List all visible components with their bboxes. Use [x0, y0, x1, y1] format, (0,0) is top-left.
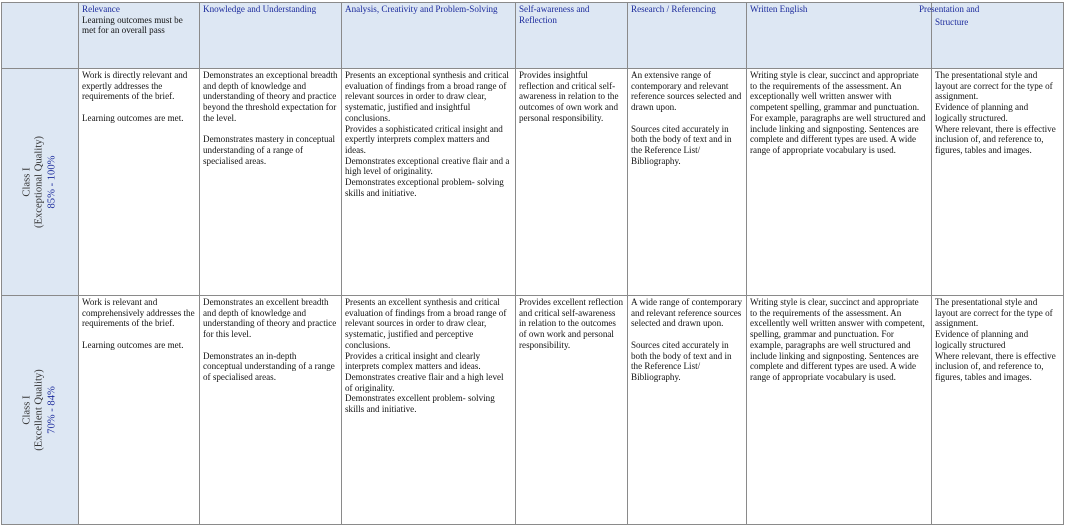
- grade-label: [21, 310, 58, 510]
- cell-research: [628, 69, 747, 296]
- cell-line: Demonstrates creative flair and a high level of originality.: [345, 371, 504, 393]
- header-knowledge: Knowledge and Understanding: [200, 3, 342, 69]
- header-presentation-line2: Structure: [935, 17, 969, 27]
- grade-quality: (Exceptional Quality): [33, 135, 45, 229]
- cell-paragraph: Writing style is clear, succinct and appropriate to the requirements of the assessment. An excellently well written answer with competent, spelling, grammar and punctuation. For example, paragraphs are well structured and include linking and signposting. Sentences are complete and different types are used. A wide range of appropriate vocabulary is used.: [750, 297, 925, 382]
- corner-cell: [2, 3, 79, 69]
- cell-knowledge: [200, 296, 342, 525]
- grade-class: Class I: [21, 395, 33, 425]
- cell-line: Evidence of planning and logically structured.: [935, 102, 1029, 123]
- header-written-english: Written English: [747, 3, 932, 69]
- cell-paragraph: Sources cited accurately in both the body of text and in the Reference List/ Bibliography.: [631, 123, 732, 166]
- cell-analysis: [342, 69, 516, 296]
- cell-line: The presentational style and layout are correct for the type of assignment.: [935, 70, 1053, 102]
- cell-paragraph: Demonstrates mastery in conceptual understanding of a range of specialised areas.: [203, 134, 336, 166]
- cell-line: Demonstrates excellent problem- solving skills and initiative.: [345, 393, 495, 415]
- header-presentation-line1: Presentation and: [919, 4, 980, 14]
- cell-line: Provides a sophisticated critical insight and expertly interprets complex matters and ideas.: [345, 123, 503, 155]
- grade-quality: (Excellent Quality): [33, 369, 45, 451]
- cell-paragraph: Provides insightful reflection and critical self-awareness in relation to the outcomes of own work and personal responsibility.: [519, 70, 619, 123]
- grade-class: Class I: [21, 167, 33, 197]
- cell-self-awareness: [516, 69, 628, 296]
- cell-line: Presents an exceptional synthesis and critical evaluation of findings from a broad range of relevant sources in order to draw clear, systematic, justified and insightful conclusions.: [345, 70, 509, 123]
- header-relevance: [79, 3, 200, 69]
- grade-row-exceptional: [2, 69, 1064, 296]
- cell-written-english: [747, 296, 932, 525]
- cell-line: Where relevant, there is effective inclusion of, and reference to, figures, tables and images.: [935, 123, 1056, 155]
- cell-relevance: [79, 296, 200, 525]
- header-relevance-title: Relevance: [82, 4, 120, 14]
- grade-row-excellent: [2, 296, 1064, 525]
- cell-paragraph: Work is directly relevant and expertly addresses the requirements of the brief.: [82, 70, 188, 102]
- grading-rubric-table: [1, 2, 1064, 525]
- header-presentation: [919, 3, 1064, 69]
- cell-written-english: [747, 69, 932, 296]
- cell-self-awareness: [516, 296, 628, 525]
- grade-label-cell: [2, 69, 79, 296]
- cell-analysis: [342, 296, 516, 525]
- header-relevance-note: Learning outcomes must be met for an overall pass: [82, 14, 183, 36]
- cell-paragraph: Learning outcomes are met.: [82, 112, 184, 123]
- cell-research: [628, 296, 747, 525]
- cell-presentation: [932, 296, 1064, 525]
- cell-relevance: [79, 69, 200, 296]
- cell-line: Where relevant, there is effective inclusion of, and reference to, figures, tables and images.: [935, 350, 1056, 382]
- cell-paragraph: A wide range of contemporary and relevant reference sources selected and drawn upon.: [631, 297, 743, 329]
- header-research: Research / Referencing: [628, 3, 747, 69]
- cell-line: Demonstrates exceptional problem- solving skills and initiative.: [345, 177, 504, 198]
- cell-line: Presents an excellent synthesis and critical evaluation of findings from a broad range of relevant sources in order to draw clear, systematic, justified and perceptive conclusions.: [345, 297, 507, 350]
- header-row: [2, 3, 1064, 69]
- cell-paragraph: Provides excellent reflection and critical self-awareness in relation to the outcomes of own work and personal responsibility.: [519, 297, 624, 350]
- cell-paragraph: Learning outcomes are met.: [82, 339, 184, 350]
- cell-paragraph: An extensive range of contemporary and relevant reference sources selected and drawn upon.: [631, 70, 742, 113]
- cell-presentation: [932, 69, 1064, 296]
- grade-label: [21, 82, 58, 282]
- cell-paragraph: Demonstrates an excellent breadth and depth of knowledge and understanding of theory and practice for this level.: [203, 297, 337, 340]
- header-self-awareness: Self-awareness and Reflection: [516, 3, 628, 69]
- cell-line: Provides a critical insight and clearly interprets complex matters and ideas.: [345, 350, 481, 372]
- header-analysis: Analysis, Creativity and Problem-Solving: [342, 3, 516, 69]
- grade-range: 85% - 100%: [46, 155, 58, 209]
- cell-paragraph: Demonstrates an in-depth conceptual understanding of a range of specialised areas.: [203, 350, 335, 382]
- cell-paragraph: Sources cited accurately in both the body of text and in the Reference List/ Bibliography.: [631, 339, 732, 382]
- cell-paragraph: Writing style is clear, succinct and appropriate to the requirements of the assessment. An exceptionally well written answer with competent spelling, grammar and punctuation. For example, paragraphs are well structured and include linking and signposting. Sentences are complete and different types are used. A wide range of appropriate vocabulary is used.: [750, 70, 926, 155]
- grade-range: 70% - 84%: [46, 386, 58, 434]
- cell-line: The presentational style and layout are correct for the type of assignment.: [935, 297, 1053, 329]
- grade-label-cell: [2, 296, 79, 525]
- cell-paragraph: Demonstrates an exceptional breadth and depth of knowledge and understanding of theory and practice beyond the threshold expectation for the level.: [203, 70, 338, 123]
- cell-paragraph: Work is relevant and comprehensively addresses the requirements of the brief.: [82, 297, 195, 329]
- cell-line: Demonstrates exceptional creative flair and a high level of originality.: [345, 155, 510, 177]
- cell-line: Evidence of planning and logically structured: [935, 329, 1029, 350]
- cell-knowledge: [200, 69, 342, 296]
